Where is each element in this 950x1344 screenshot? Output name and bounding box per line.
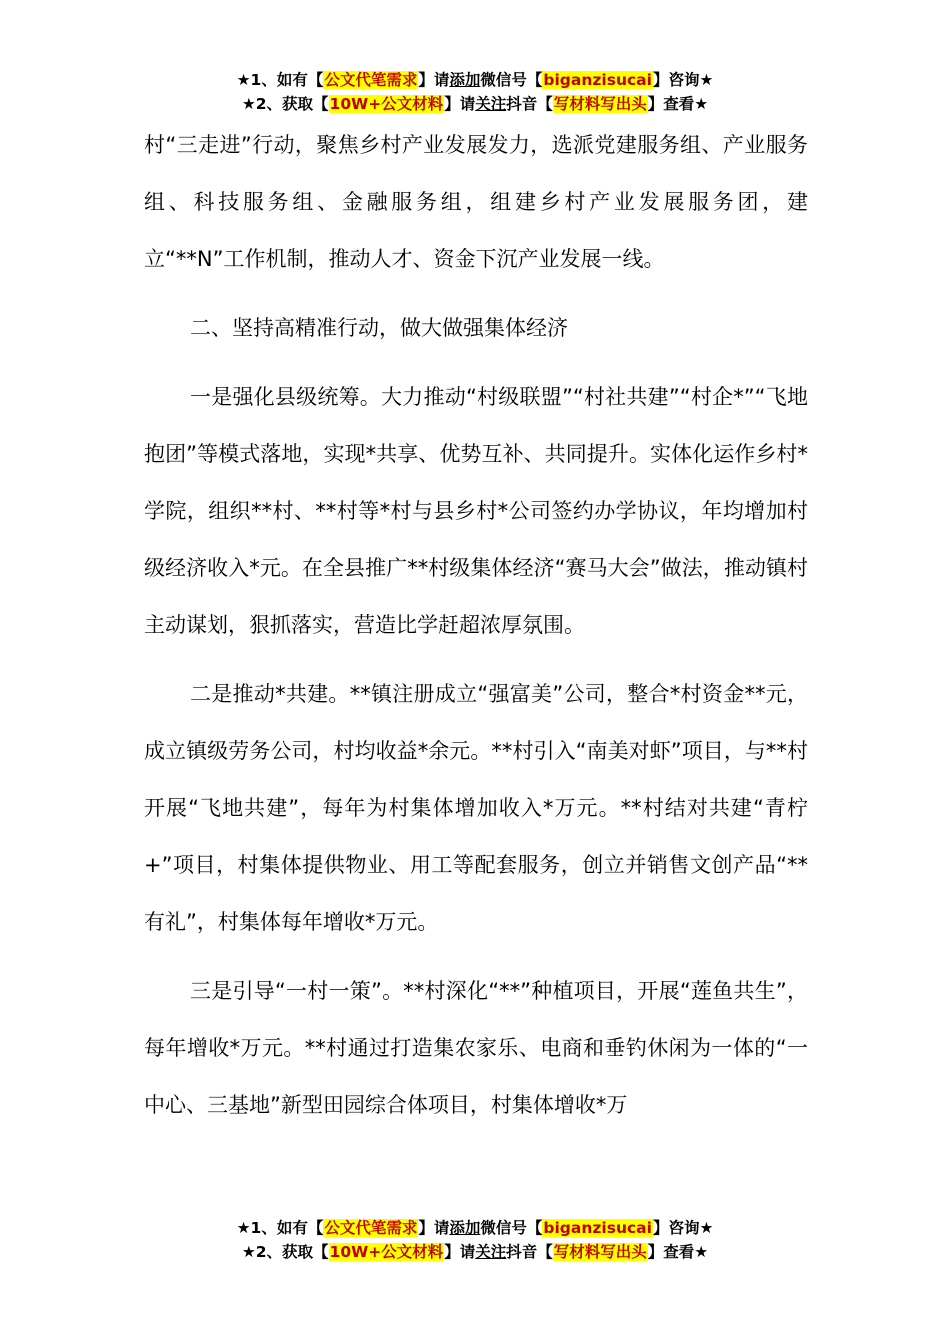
highlight-douyin: 写材料写出头 [553,95,647,113]
highlight-materials: 10W+公文材料 [329,95,444,113]
star-icon: ★ [236,1219,251,1237]
banner-line-2: ★2、获取【10W+公文材料】请关注抖音【写材料写出头】查看★ [241,95,709,113]
highlight-wechat-id: biganzisucai [543,1219,652,1237]
section-heading: 二、坚持高精准行动，做大做强集体经济 [190,316,568,340]
document-body [144,117,808,1134]
highlight-materials: 10W+公文材料 [329,1243,444,1261]
highlight-service: 公文代笔需求 [324,1219,418,1237]
underline-follow: 关注 [475,95,507,113]
star-icon: ★ [236,71,251,89]
star-icon: ★ [241,95,256,113]
underline-follow: 关注 [475,1243,507,1261]
banner-line-1: ★1、如有【公文代笔需求】请添加微信号【biganzisucai】咨询★ [236,1219,714,1237]
underline-add: 添加 [449,1219,481,1237]
highlight-douyin: 写材料写出头 [553,1243,647,1261]
banner-line-2: ★2、获取【10W+公文材料】请关注抖音【写材料写出头】查看★ [241,1243,709,1261]
footer-banner [0,1216,950,1264]
header-banner [0,68,950,116]
paragraph-continuation: 村“三走进”行动，聚焦乡村产业发展发力，选派党建服务组、产业服务组、科技服务组、金融服务组，组建乡村产业发展服务团，建立“**N”工作机制，推动人才、资金下沉产业发展一线。 [144,133,808,271]
highlight-wechat-id: biganzisucai [543,71,652,89]
paragraph-third: 三是引导“一村一策”。**村深化“**”种植项目，开展“莲鱼共生”，每年增收*万元。**村通过打造集农家乐、电商和垂钓休闲为一体的“一中心、三基地”新型田园综合体项目，村集体增收*万 [144,979,808,1117]
star-icon: ★ [241,1243,256,1261]
paragraph-first: 一是强化县级统筹。大力推动“村级联盟”“村社共建”“村企*”“飞地抱团”等模式落地，实现*共享、优势互补、共同提升。实体化运作乡村*学院，组织**村、**村等*村与县乡村*公司签约办学协议，年均增加村级经济收入*元。在全县推广**村级集体经济“赛马大会”做法，推动镇村主动谋划，狠抓落实，营造比学赶超浓厚氛围。 [144,385,808,637]
underline-add: 添加 [449,71,481,89]
paragraph-second: 二是推动*共建。**镇注册成立“强富美”公司，整合*村资金**元，成立镇级劳务公司，村均收益*余元。**村引入“南美对虾”项目，与**村开展“飞地共建”，每年为村集体增加收入*万元。**村结对共建“青柠+”项目，村集体提供物业、用工等配套服务，创立并销售文创产品“**有礼”，村集体每年增收*万元。 [144,682,808,934]
banner-line-1: ★1、如有【公文代笔需求】请添加微信号【biganzisucai】咨询★ [236,71,714,89]
highlight-service: 公文代笔需求 [324,71,418,89]
